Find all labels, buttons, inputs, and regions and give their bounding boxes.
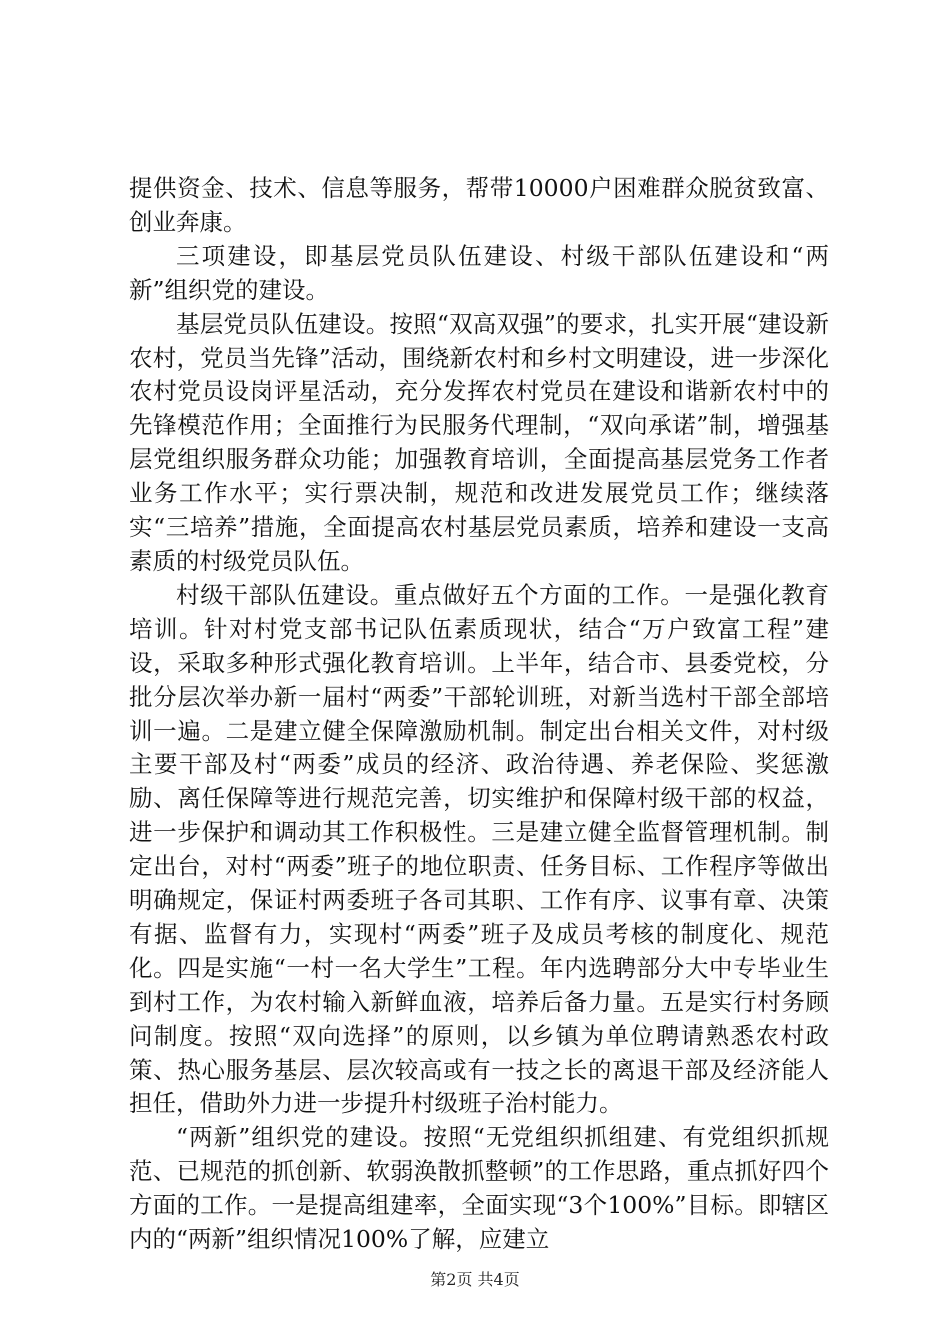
paragraph-3: 基层党员队伍建设。按照“双高双强”的要求，扎实开展“建设新农村，党员当先锋”活动，围绕新农村和乡村文明建设，进一步深化农村党员设岗评星活动，充分发挥农村党员在建设和谐新农村中的先锋模范作用；全面推行为民服务代理制，“双向承诺”制，增强基层党组织服务群众功能；加强教育培训，全面提高基层党务工作者业务工作水平；实行票决制，规范和改进发展党员工作；继续落实“三培养”措施，全面提高农村基层党员素质，培养和建设一支高素质的村级党员队伍。 — [129, 309, 829, 575]
document-body — [129, 172, 829, 1257]
paragraph-5: “两新”组织党的建设。按照“无党组织抓组建、有党组织抓规范、已规范的抓创新、软弱涣散抓整顿”的工作思路，重点抓好四个方面的工作。一是提高组建率，全面实现“3个100%”目标。即辖区内的“两新”组织情况100%了解，应建立 — [129, 1123, 829, 1254]
paragraph-2: 三项建设，即基层党员队伍建设、村级干部队伍建设和“两新”组织党的建设。 — [129, 241, 829, 304]
page-footer — [0, 1270, 950, 1290]
paragraph-1: 提供资金、技术、信息等服务，帮带10000户困难群众脱贫致富、创业奔康。 — [129, 174, 829, 236]
page-number-label: 第2页 共4页 — [430, 1270, 520, 1289]
paragraph-4: 村级干部队伍建设。重点做好五个方面的工作。一是强化教育培训。针对村党支部书记队伍素质现状，结合“万户致富工程”建设，采取多种形式强化教育培训。上半年，结合市、县委党校，分批分层次举办新一届村“两委”干部轮训班，对新当选村干部全部培训一遍。二是建立健全保障激励机制。制定出台相关文件，对村级主要干部及村“两委”成员的经济、政治待遇、养老保险、奖惩激励、离任保障等进行规范完善，切实维护和保障村级干部的权益，进一步保护和调动其工作积极性。三是建立健全监督管理机制。制定出台，对村“两委”班子的地位职责、任务目标、工作程序等做出明确规定，保证村两委班子各司其职、工作有序、议事有章、决策有据、监督有力，实现村“两委”班子及成员考核的制度化、规范化。四是实施“一村一名大学生”工程。年内选聘部分大中专毕业生到村工作，为农村输入新鲜血液，培养后备力量。五是实行村务顾问制度。按照“双向选择”的原则，以乡镇为单位聘请熟悉农村政策、热心服务基层、层次较高或有一技之长的离退干部及经济能人担任，借助外力进一步提升村级班子治村能力。 — [129, 580, 829, 1118]
